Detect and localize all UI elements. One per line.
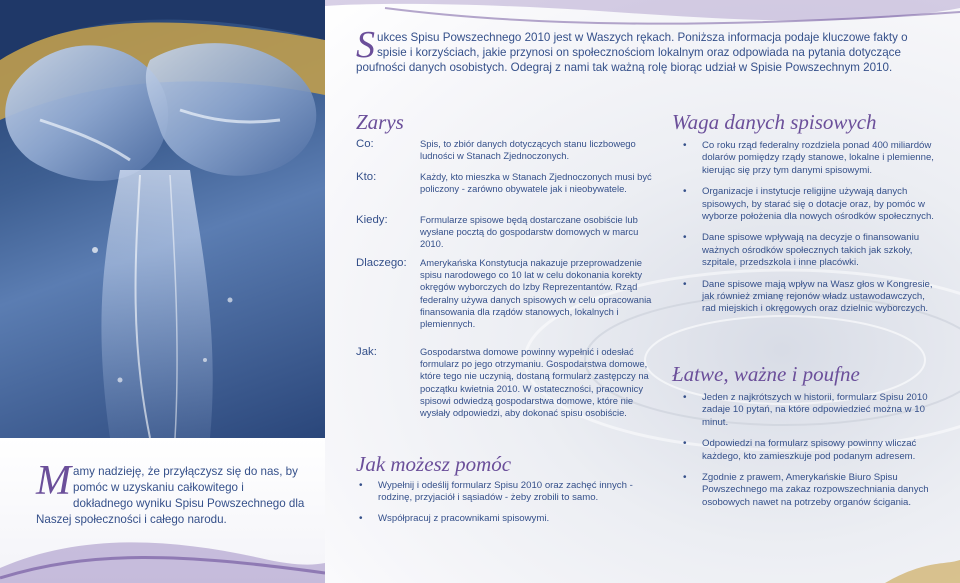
bullet-dot-icon: • bbox=[359, 480, 363, 491]
list-item bbox=[356, 513, 646, 525]
closing-text: amy nadzieję, że przyłączysz się do nas, by pomóc w uzyskaniu całkowitego i dokładnego wyniku Spisu Powszechnego dla Naszej społeczności i całego narodu. bbox=[36, 465, 305, 526]
waga-item-text: Dane spisowe mają wpływ na Wasz głos w Kongresie, jak również zmianę rejonów władz ustawodawczych, rad miejskich i okręgowych oraz dzielnic wyborczych. bbox=[702, 278, 933, 315]
latwe-heading: Łatwe, ważne i poufne bbox=[672, 362, 860, 386]
list-item bbox=[356, 480, 646, 505]
list-item bbox=[680, 186, 934, 223]
waga-heading: Waga danych spisowych bbox=[672, 110, 877, 134]
zarys-label: Kiedy: bbox=[356, 214, 388, 226]
hands-water-photo bbox=[0, 0, 325, 438]
latwe-item-text: Jeden z najkrótszych w historii, formularz Spisu 2010 zadaje 10 pytań, na które odpowiedzieć można w 10 minut. bbox=[702, 392, 928, 428]
zarys-text: Spis, to zbiór danych dotyczących stanu liczbowego ludności w Stanach Zjednoczonych. bbox=[420, 138, 636, 162]
help-list bbox=[356, 480, 646, 525]
closing-dropcap: M bbox=[36, 458, 71, 504]
zarys-label: Co: bbox=[356, 138, 374, 150]
bullet-dot-icon: • bbox=[683, 392, 687, 403]
latwe-list bbox=[680, 392, 934, 509]
list-item bbox=[680, 438, 934, 463]
zarys-label: Kto: bbox=[356, 171, 377, 183]
waga-item-text: Organizacje i instytucje religijne używają danych spisowych, by starać się o dotacje oraz, by pomóc w wyborze położenia dla nowych ośrodków społecznych. bbox=[702, 186, 934, 223]
zarys-text: Gospodarstwa domowe powinny wypełnić i odesłać formularz po jego otrzymaniu. Gospodarstwa domowe, które tego nie uczynią, dostaną formularz zastępczy na początku kwietnia 2010. W ostateczności, pracownicy spisowi odwiedzą gospodarstwa domowe, które nie wysłały odpowiedzi, aby dokonać spisu osobiście. bbox=[420, 346, 649, 419]
help-item-text: Współpracuj z pracownikami spisowymi. bbox=[378, 512, 550, 524]
list-item bbox=[680, 279, 934, 316]
zarys-label: Dlaczego: bbox=[356, 257, 407, 269]
zarys-text: Formularze spisowe będą dostarczane osobiście lub wysłane pocztą do gospodarstw domowych w marcu 2010. bbox=[420, 214, 639, 250]
waga-item-text: Co roku rząd federalny rozdziela ponad 400 miliardów dolarów pomiędzy rządy stanowe, lokalne i plemienne, kierując się przy tym danymi spisowymi. bbox=[702, 140, 934, 176]
bullet-dot-icon: • bbox=[683, 278, 687, 290]
intro-paragraph bbox=[356, 24, 916, 75]
zarys-text: Amerykańska Konstytucja nakazuje przeprowadzenie spisu narodowego co 10 lat w celu dokonania korekty okręgów wyborczych do Izby Reprezentantów. Rząd federalny używa danych spisowych w celu opracowania finansowania dla rządów stanowych, lokalnych i plemiennych. bbox=[420, 257, 652, 330]
list-item bbox=[680, 392, 934, 429]
closing-paragraph bbox=[36, 458, 306, 528]
zarys-heading: Zarys bbox=[356, 110, 404, 134]
list-item bbox=[680, 232, 934, 269]
waga-item-text: Dane spisowe wpływają na decyzje o finansowaniu ważnych ośrodków społecznych takich jak szkoły, szpitale, przedszkola i inne placówki. bbox=[702, 232, 920, 269]
help-heading: Jak możesz pomóc bbox=[356, 452, 512, 476]
zarys-label: Jak: bbox=[356, 346, 377, 358]
help-item-text: Wypełnij i odeślij formularz Spisu 2010 oraz zachęć innych - rodzinę, przyjaciół i sąsiadów - żeby zrobili to samo. bbox=[378, 480, 633, 504]
hands-water-illustration bbox=[0, 0, 325, 438]
list-item bbox=[680, 472, 934, 509]
list-item bbox=[680, 140, 934, 177]
bullet-dot-icon: • bbox=[683, 186, 687, 198]
bullet-dot-icon: • bbox=[683, 140, 687, 151]
bullet-dot-icon: • bbox=[359, 512, 363, 524]
intro-text: ukces Spisu Powszechnego 2010 jest w Waszych rękach. Poniższa informacja podaje kluczowe fakty o spisie i korzyściach, jakie przynosi on społecznościom lokalnym oraz odpowiada na pytania dotyczące poufności danych osobistych. Odegraj z nami tak ważną rolę biorąc udział w Spisie Powszechnym 2010. bbox=[356, 31, 908, 74]
zarys-text: Każdy, kto mieszka w Stanach Zjednoczonych musi być policzony - zarówno obywatele jak i nieobywatele. bbox=[420, 171, 652, 195]
bullet-dot-icon: • bbox=[683, 438, 687, 450]
latwe-item-text: Zgodnie z prawem, Amerykańskie Biuro Spisu Powszechnego ma zakaz rozpowszechniania danych osobowych nawet na potrzeby organów ścigania. bbox=[702, 472, 929, 508]
waga-list bbox=[680, 140, 934, 316]
intro-dropcap: S bbox=[356, 24, 375, 66]
latwe-item-text: Odpowiedzi na formularz spisowy powinny wliczać każdego, kto zamieszkuje pod podanym adresem. bbox=[702, 438, 917, 462]
bullet-dot-icon: • bbox=[683, 472, 687, 484]
bullet-dot-icon: • bbox=[683, 232, 687, 244]
